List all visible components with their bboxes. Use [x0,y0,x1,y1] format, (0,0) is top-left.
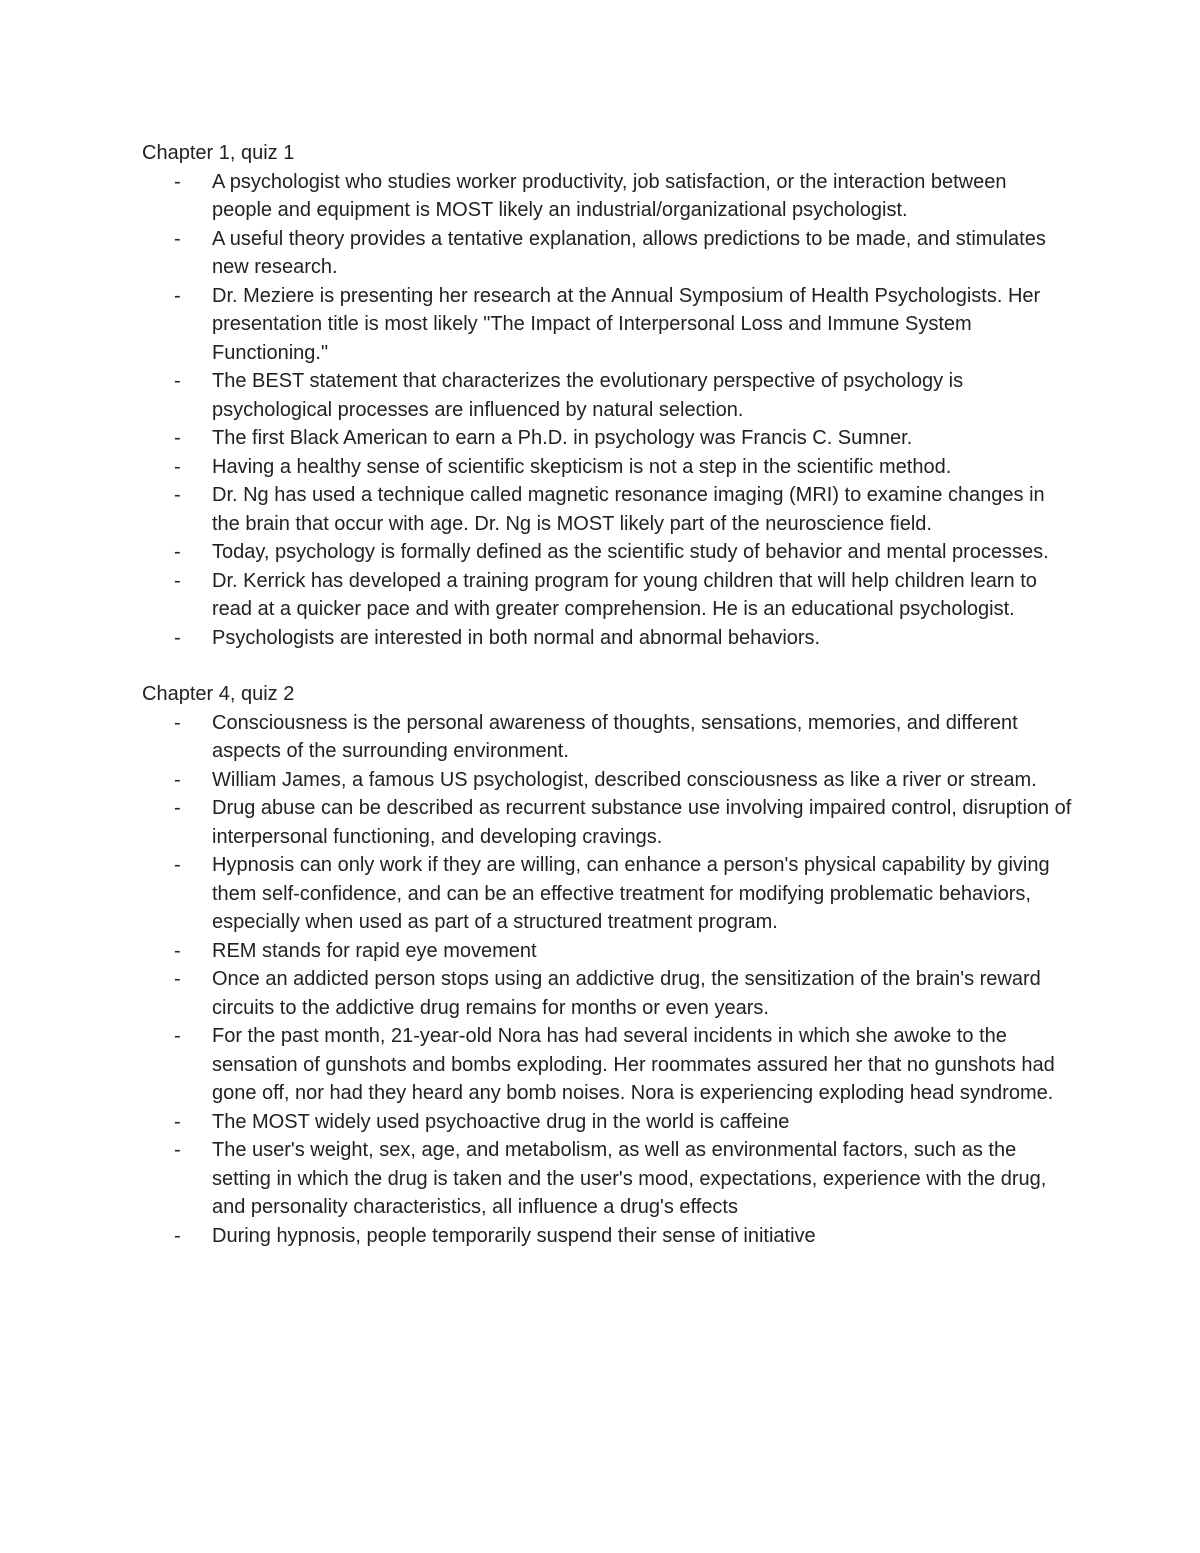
section-title: Chapter 1, quiz 1 [142,142,295,164]
bullet-dash: - [174,170,181,193]
bullet-dash: - [174,370,181,392]
bullet-dash: - [174,797,181,819]
bullet-dash: - [174,1224,181,1247]
bullet-dash: - [174,427,181,449]
list-item [142,225,1072,282]
list-item-text: The BEST statement that characterizes the evolutionary perspective of psychology is psychological processes are influenced by natural selection. [212,370,964,421]
bullet-dash: - [174,768,181,791]
list-item [142,282,1072,368]
list-item [142,794,1072,851]
list-item [142,624,1072,653]
list-item-text: The first Black American to earn a Ph.D. in psychology was Francis C. Sumner. [212,427,913,449]
list-item [142,766,1072,795]
list-item-text: Today, psychology is formally defined as the scientific study of behavior and mental processes. [212,541,1049,563]
section-chapter-4 [142,680,1072,1250]
list-item-text: Dr. Kerrick has developed a training program for young children that will help children learn to read at a quicker pace and with greater comprehension. He is an educational psychologist. [212,569,1037,620]
list-item [142,965,1072,1022]
list-item-text: Dr. Ng has used a technique called magnetic resonance imaging (MRI) to examine changes in the brain that occur with age. Dr. Ng is MOST likely part of the neuroscience field. [212,484,1045,535]
bullet-dash: - [174,711,181,734]
section-title: Chapter 4, quiz 2 [142,683,295,705]
bullet-list [142,709,1072,1251]
list-item [142,1108,1072,1137]
list-item [142,481,1072,538]
list-item [142,453,1072,482]
bullet-dash: - [174,626,181,649]
bullet-dash: - [174,484,181,506]
section-chapter-1 [142,139,1072,652]
list-item [142,424,1072,453]
list-item-text: A useful theory provides a tentative explanation, allows predictions to be made, and stimulates new research. [212,227,1046,278]
list-item [142,1022,1072,1108]
list-item-text: Having a healthy sense of scientific skepticism is not a step in the scientific method. [212,455,952,478]
bullet-dash: - [174,455,181,478]
bullet-dash: - [174,569,181,592]
bullet-dash: - [174,1110,181,1133]
bullet-dash: - [174,854,181,876]
bullet-dash: - [174,1139,181,1161]
list-item-text: Drug abuse can be described as recurrent substance use involving impaired control, disruption of interpersonal functioning, and developing cravings. [212,797,1072,848]
bullet-dash: - [174,939,181,962]
document-page [142,139,1072,1278]
bullet-dash: - [174,541,181,563]
list-item-text: Psychologists are interested in both normal and abnormal behaviors. [212,626,821,649]
list-item [142,567,1072,624]
list-item-text: REM stands for rapid eye movement [212,939,537,962]
list-item [142,168,1072,225]
list-item-text: For the past month, 21-year-old Nora has had several incidents in which she awoke to the sensation of gunshots and bombs exploding. Her roommates assured her that no gunshots had gone off, nor had they heard any bomb noises. Nora is experiencing exploding head syndrome. [212,1025,1055,1104]
bullet-dash: - [174,968,181,990]
list-item-text: A psychologist who studies worker productivity, job satisfaction, or the interaction between people and equipment is MOST likely an industrial/organizational psychologist. [212,170,1007,221]
list-item-text: The user's weight, sex, age, and metabolism, as well as environmental factors, such as the setting in which the drug is taken and the user's mood, expectations, experience with the drug, and personality characteristics, all influence a drug's effects [212,1139,1047,1218]
list-item [142,538,1072,567]
list-item [142,851,1072,937]
list-item-text: William James, a famous US psychologist, described consciousness as like a river or stream. [212,768,1037,791]
bullet-dash: - [174,227,181,250]
list-item-text: During hypnosis, people temporarily suspend their sense of initiative [212,1224,816,1247]
list-item [142,937,1072,966]
list-item-text: The MOST widely used psychoactive drug in the world is caffeine [212,1110,790,1133]
list-item [142,709,1072,766]
bullet-dash: - [174,1025,181,1047]
bullet-dash: - [174,284,181,307]
list-item-text: Dr. Meziere is presenting her research at the Annual Symposium of Health Psychologists. Her presentation title is most likely "The Impact of Interpersonal Loss and Immune System Functioning." [212,284,1041,364]
list-item-text: Hypnosis can only work if they are willing, can enhance a person's physical capability by giving them self-confidence, and can be an effective treatment for modifying problematic behaviors, especially when used as part of a structured treatment program. [212,854,1050,933]
list-item [142,1136,1072,1222]
list-item [142,1222,1072,1251]
list-item [142,367,1072,424]
list-item-text: Once an addicted person stops using an addictive drug, the sensitization of the brain's reward circuits to the addictive drug remains for months or even years. [212,968,1041,1019]
bullet-list [142,168,1072,653]
list-item-text: Consciousness is the personal awareness of thoughts, sensations, memories, and different aspects of the surrounding environment. [212,711,1018,762]
